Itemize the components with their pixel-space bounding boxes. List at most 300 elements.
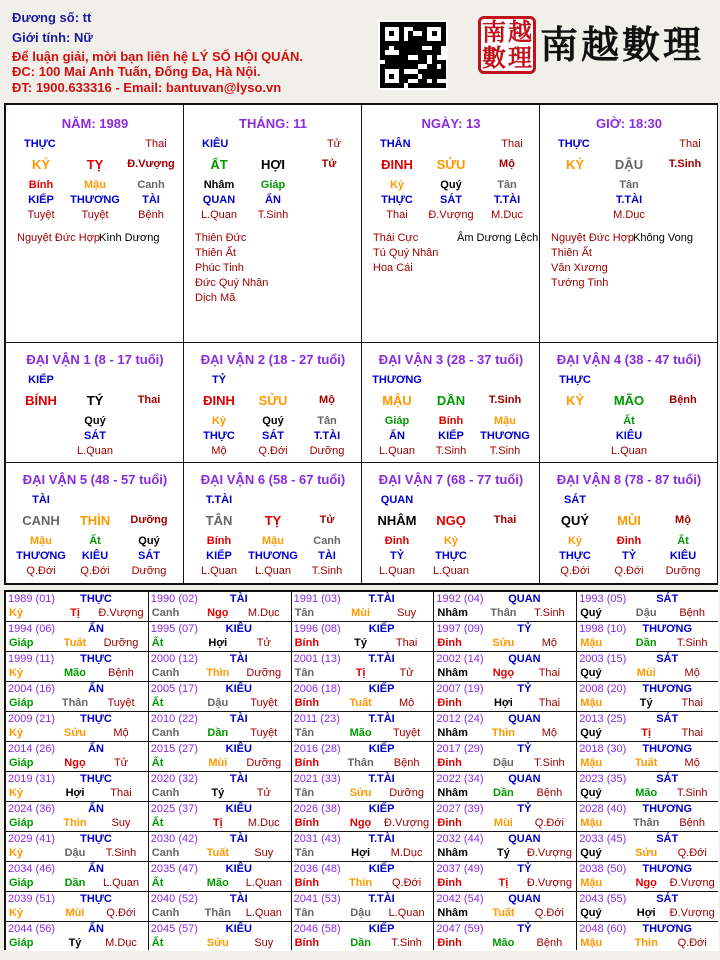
hidden-stem: Bính — [28, 179, 54, 191]
year-branch: Tuất — [349, 697, 372, 709]
hidden-stem-phase: L.Quan — [378, 565, 416, 577]
year-stem: Ất — [151, 877, 164, 889]
year-branch: Hợi — [65, 787, 85, 799]
luck-stem-phase: Dưỡng — [130, 514, 168, 526]
hidden-stem-god: KIÊU — [615, 430, 643, 442]
year-god: THỰC — [80, 653, 112, 665]
year-branch: Tuất — [634, 757, 658, 769]
hidden-stem: Ất — [677, 535, 689, 547]
year-god: TÀI — [229, 713, 248, 725]
hidden-stem: Quý — [84, 415, 106, 427]
year-stem: Quý — [580, 907, 602, 919]
hidden-stem: Bính — [206, 535, 232, 547]
year-cell[interactable] — [577, 892, 719, 921]
year-god: SÁT — [656, 773, 679, 785]
year-branch: Tý — [211, 787, 225, 799]
year-stem: Kỷ — [9, 607, 24, 619]
year-label: 2023 (35) — [579, 773, 627, 785]
hidden-stem-god: T.TÀI — [313, 430, 341, 442]
hidden-stem-god: TỶ — [621, 550, 637, 562]
year-label: 2044 (56) — [8, 923, 56, 935]
hidden-stem-phase: Q.Đới — [258, 445, 288, 457]
year-phase: Suy — [397, 607, 417, 619]
year-label: 2030 (42) — [150, 833, 198, 845]
year-branch: Ngọ — [207, 607, 229, 619]
year-phase: T.Sinh — [676, 787, 708, 799]
year-cell[interactable] — [434, 802, 576, 831]
pillar-branch: TỴ — [86, 157, 104, 172]
hidden-stem: Ất — [623, 415, 635, 427]
year-stem: Quý — [580, 727, 602, 739]
luck-stem-god: TÀI — [32, 494, 50, 506]
hidden-stem-phase: Tuyệt — [81, 209, 109, 221]
year-cell[interactable] — [149, 682, 291, 711]
year-branch: Ngọ — [64, 757, 86, 769]
year-phase: L.Quan — [102, 877, 140, 889]
luck-pillar-title: ĐẠI VẬN 4 (38 - 47 tuổi) — [556, 352, 702, 367]
year-god: KIẾP — [368, 743, 395, 755]
year-label: 1998 (10) — [579, 623, 627, 635]
year-cell[interactable] — [292, 682, 434, 711]
luck-pillar-title: ĐẠI VẬN 6 (58 - 67 tuổi) — [200, 472, 346, 487]
luck-stem-god: T.TÀI — [205, 494, 233, 506]
year-god: ẤN — [88, 683, 104, 695]
year-god: THỰC — [80, 893, 112, 905]
hidden-stem-god: KIẾP — [206, 550, 232, 562]
year-god: T.TÀI — [368, 833, 395, 845]
year-label: 2029 (41) — [8, 833, 56, 845]
year-stem: Đinh — [437, 637, 462, 649]
year-cell[interactable] — [577, 922, 719, 951]
year-stem: Bính — [294, 877, 320, 889]
year-cell[interactable] — [577, 862, 719, 891]
year-cell[interactable] — [434, 652, 576, 681]
year-cell[interactable] — [149, 892, 291, 921]
year-stem: Bính — [294, 637, 320, 649]
year-god: TỶ — [517, 623, 532, 635]
hidden-stem: Kỷ — [443, 535, 459, 547]
year-god: KIÊU — [225, 683, 252, 695]
year-branch: Sửu — [349, 787, 372, 799]
auspicious-star: Thiên Ất — [195, 247, 236, 259]
year-stem: Kỷ — [9, 667, 24, 679]
year-cell[interactable] — [149, 622, 291, 651]
hidden-stem-god: THỰC — [203, 430, 235, 442]
year-god: SÁT — [656, 593, 679, 605]
chart-table — [4, 103, 718, 585]
year-god: THƯƠNG — [642, 803, 693, 815]
year-cell[interactable] — [6, 802, 148, 831]
year-label: 2038 (50) — [579, 863, 627, 875]
year-cell[interactable] — [292, 772, 434, 801]
year-god: SÁT — [656, 893, 679, 905]
year-stem: Kỷ — [9, 787, 24, 799]
year-cell[interactable] — [6, 832, 148, 861]
luck-pillar-cell — [183, 342, 362, 463]
year-label: 1993 (05) — [579, 593, 627, 605]
year-phase: Bệnh — [679, 607, 706, 619]
contact-line: Để luận giải, mời bạn liên hệ LÝ SỐ HỘI QUÁN. — [12, 49, 303, 64]
year-label: 2034 (46) — [8, 863, 56, 875]
year-phase: Q.Đới — [106, 907, 136, 919]
year-stem: Đinh — [437, 817, 462, 829]
hidden-stem: Quý — [440, 179, 462, 191]
hidden-stem-phase: M.Dục — [613, 209, 645, 221]
year-phase: L.Quan — [245, 907, 282, 919]
year-label: 2015 (27) — [150, 743, 198, 755]
year-label: 2017 (29) — [436, 743, 484, 755]
year-label: 2042 (54) — [436, 893, 484, 905]
year-cell[interactable] — [6, 892, 148, 921]
luck-branch: THÌN — [79, 513, 111, 528]
pillar-branch-phase: Thai — [679, 138, 701, 150]
year-phase: M.Dục — [390, 847, 423, 859]
year-phase: Suy — [111, 817, 131, 829]
year-label: 2031 (43) — [293, 833, 341, 845]
year-cell[interactable] — [149, 772, 291, 801]
header — [0, 0, 720, 104]
year-branch: Dần — [635, 637, 657, 649]
luck-pillar-cell — [361, 462, 540, 584]
year-label: 1999 (11) — [8, 653, 55, 665]
auspicious-star: Văn Xương — [551, 262, 608, 274]
year-god: ẤN — [88, 743, 104, 755]
year-label: 2021 (33) — [293, 773, 341, 785]
luck-branch: TỴ — [264, 513, 282, 528]
luck-stem-god: KIẾP — [28, 374, 54, 386]
year-cell[interactable] — [6, 652, 148, 681]
year-phase: Bệnh — [679, 817, 706, 829]
year-cell[interactable] — [149, 802, 291, 831]
hidden-stem-god: SÁT — [84, 430, 106, 442]
year-branch: Dần — [493, 787, 514, 799]
year-cell[interactable] — [292, 892, 434, 921]
year-stem: Giáp — [9, 637, 34, 649]
luck-branch: NGỌ — [436, 513, 466, 528]
year-cell[interactable] — [6, 772, 148, 801]
year-cell[interactable] — [434, 742, 576, 771]
year-branch: Hợi — [493, 697, 513, 709]
year-branch: Tị — [70, 607, 80, 619]
year-cell[interactable] — [577, 832, 719, 861]
year-label: 2004 (16) — [8, 683, 56, 695]
pillar-cell — [5, 104, 184, 343]
yearly-luck-grid — [4, 590, 718, 950]
year-branch: Ngọ — [492, 667, 515, 679]
year-branch: Ngọ — [349, 817, 372, 829]
year-phase: Đ.Vượng — [98, 607, 144, 619]
year-branch: Sửu — [206, 937, 229, 949]
hidden-stem-phase: T.Sinh — [311, 565, 343, 577]
year-cell[interactable] — [292, 922, 434, 951]
year-label: 1990 (02) — [150, 593, 198, 605]
hidden-stem: Đinh — [616, 535, 642, 547]
year-label: 2020 (32) — [150, 773, 198, 785]
year-god: THỰC — [80, 773, 112, 785]
year-phase: Thai — [395, 637, 418, 649]
hidden-stem: Giáp — [384, 415, 410, 427]
year-god: THỰC — [80, 713, 112, 725]
year-branch: Tị — [498, 877, 509, 889]
hidden-stem-phase: T.Sinh — [489, 445, 521, 457]
year-cell[interactable] — [6, 922, 148, 951]
hidden-stem-phase: Dưỡng — [131, 565, 167, 577]
seal-stamp-icon — [478, 16, 536, 74]
hidden-stem: Mậu — [262, 535, 284, 547]
year-cell[interactable] — [434, 622, 576, 651]
year-cell[interactable] — [434, 862, 576, 891]
hidden-stem-phase: Tuyệt — [27, 209, 55, 221]
year-stem: Ất — [151, 637, 164, 649]
year-branch: Sửu — [492, 637, 515, 649]
hidden-stem-phase: Mộ — [211, 445, 227, 457]
year-cell[interactable] — [577, 592, 719, 621]
year-god: T.TÀI — [368, 713, 395, 725]
year-god: KIẾP — [368, 623, 395, 635]
pillar-cell — [183, 104, 362, 343]
year-cell[interactable] — [6, 862, 148, 891]
year-label: 2010 (22) — [150, 713, 198, 725]
hidden-stem: Canh — [137, 179, 165, 191]
luck-stem: MẬU — [382, 393, 412, 408]
year-cell[interactable] — [577, 622, 719, 651]
seal-char: 數 — [482, 43, 506, 72]
year-cell[interactable] — [577, 742, 719, 771]
year-label: 2036 (48) — [293, 863, 341, 875]
year-label: 2002 (14) — [436, 653, 484, 665]
year-god: TÀI — [229, 593, 248, 605]
year-phase: Đ.Vượng — [669, 907, 715, 919]
luck-branch: DẦN — [436, 393, 466, 408]
year-cell[interactable] — [6, 742, 148, 771]
pillar-cell — [539, 104, 718, 343]
year-label: 2003 (15) — [579, 653, 627, 665]
year-god: KIÊU — [225, 923, 252, 935]
luck-pillar-cell — [5, 342, 184, 463]
year-branch: Tuất — [206, 847, 229, 859]
year-phase: Đ.Vượng — [526, 847, 572, 859]
year-branch: Thân — [61, 697, 89, 709]
year-label: 2013 (25) — [579, 713, 627, 725]
hidden-stem-phase: Dưỡng — [665, 565, 701, 577]
year-cell[interactable] — [577, 652, 719, 681]
year-god: SÁT — [656, 833, 679, 845]
year-label: 2043 (55) — [579, 893, 627, 905]
auspicious-star: Đức Quý Nhân — [195, 277, 269, 289]
year-god: ẤN — [88, 923, 104, 935]
year-branch: Hợi — [208, 637, 228, 649]
year-cell[interactable] — [149, 922, 291, 951]
auspicious-star: Tướng Tinh — [551, 277, 609, 289]
hidden-stem-phase: L.Quan — [378, 445, 416, 457]
year-cell[interactable] — [149, 712, 291, 741]
gender: Giới tính: Nữ — [12, 30, 93, 45]
year-phase: Bệnh — [536, 937, 563, 949]
year-stem: Đinh — [437, 697, 462, 709]
year-god: THƯƠNG — [642, 863, 693, 875]
year-stem: Quý — [580, 787, 602, 799]
year-label: 2046 (58) — [293, 923, 341, 935]
year-label: 2012 (24) — [436, 713, 484, 725]
year-stem: Quý — [580, 607, 602, 619]
phone-email-line[interactable]: ĐT: 1900.633316 - Email: bantuvan@lyso.vn — [12, 80, 282, 95]
hidden-stem: Mậu — [30, 535, 52, 547]
year-branch: Dậu — [493, 757, 514, 769]
year-cell[interactable] — [6, 592, 148, 621]
year-cell[interactable] — [149, 592, 291, 621]
luck-branch: MÙI — [617, 513, 641, 528]
year-phase: Dưỡng — [389, 787, 424, 799]
year-label: 1996 (08) — [293, 623, 341, 635]
hidden-stem-phase: Q.Đới — [560, 565, 590, 577]
year-label: 2011 (23) — [293, 713, 340, 725]
year-cell[interactable] — [577, 802, 719, 831]
hidden-stem: Kỷ — [389, 179, 405, 191]
luck-stem-phase: Mộ — [675, 514, 691, 526]
year-stem: Canh — [151, 847, 180, 859]
year-cell[interactable] — [434, 922, 576, 951]
pillar-stem-god: THỰC — [24, 138, 56, 150]
hidden-stem-god: T.TÀI — [493, 194, 521, 206]
inauspicious-star: Không Vong — [633, 232, 693, 244]
year-label: 2037 (49) — [436, 863, 484, 875]
year-cell[interactable] — [292, 592, 434, 621]
year-phase: L.Quan — [388, 907, 425, 919]
year-god: SÁT — [656, 713, 679, 725]
hidden-stem-god: SÁT — [262, 430, 284, 442]
hidden-stem: Kỷ — [211, 415, 227, 427]
hidden-stem-phase: L.Quan — [254, 565, 292, 577]
year-cell[interactable] — [6, 622, 148, 651]
hidden-stem-god: SÁT — [440, 194, 462, 206]
hidden-stem-god: TÀI — [318, 550, 336, 562]
pillar-branch: HỢI — [260, 157, 286, 172]
year-phase: Bệnh — [536, 787, 563, 799]
year-phase: Tuyệt — [250, 727, 278, 739]
luck-stem-god: SÁT — [564, 494, 586, 506]
auspicious-star: Dịch Mã — [195, 292, 236, 304]
hidden-stem-phase: T.Sinh — [257, 209, 289, 221]
hidden-stem: Mậu — [84, 179, 106, 191]
year-cell[interactable] — [434, 832, 576, 861]
year-cell[interactable] — [577, 772, 719, 801]
year-god: THƯƠNG — [642, 923, 693, 935]
year-cell[interactable] — [577, 712, 719, 741]
year-label: 2041 (53) — [293, 893, 341, 905]
year-branch: Thìn — [348, 877, 373, 889]
year-branch: Dần — [207, 727, 229, 739]
year-god: T.TÀI — [368, 653, 395, 665]
year-label: 2035 (47) — [150, 863, 198, 875]
luck-stem-phase: Tử — [319, 514, 335, 526]
year-branch: Hợi — [636, 907, 656, 919]
seal-char: 越 — [508, 17, 532, 46]
year-stem: Bính — [294, 697, 320, 709]
luck-stem-phase: Thai — [137, 394, 161, 406]
year-phase: Thai — [681, 727, 703, 739]
year-phase: Mộ — [541, 637, 558, 649]
qr-code-icon[interactable] — [378, 20, 448, 90]
year-label: 2025 (37) — [150, 803, 198, 815]
pillar-stem-god: THỰC — [558, 138, 590, 150]
year-cell[interactable] — [292, 862, 434, 891]
year-branch: Hợi — [351, 847, 371, 859]
year-stem: Nhâm — [437, 907, 468, 919]
year-cell[interactable] — [149, 742, 291, 771]
luck-stem-phase: Mộ — [319, 394, 335, 406]
hidden-stem-god: THỰC — [435, 550, 467, 562]
year-cell[interactable] — [434, 712, 576, 741]
year-stem: Ất — [151, 697, 164, 709]
year-cell[interactable] — [292, 622, 434, 651]
year-cell[interactable] — [292, 832, 434, 861]
year-cell[interactable] — [6, 712, 148, 741]
hidden-stem: Quý — [138, 535, 160, 547]
year-god: THƯƠNG — [642, 743, 693, 755]
year-branch: Thìn — [634, 937, 658, 949]
year-stem: Nhâm — [437, 667, 468, 679]
year-branch: Tị — [355, 667, 366, 679]
luck-stem-god: THỰC — [559, 374, 591, 386]
hidden-stem-god: THƯƠNG — [248, 550, 298, 562]
year-stem: Mậu — [580, 817, 603, 829]
year-cell[interactable] — [149, 862, 291, 891]
year-stem: Nhâm — [437, 727, 468, 739]
auspicious-star: Nguyệt Đức Hợp — [551, 232, 635, 244]
year-cell[interactable] — [6, 682, 148, 711]
hidden-stem-god: ẤN — [265, 194, 281, 206]
year-stem: Canh — [151, 787, 180, 799]
year-god: TÀI — [229, 833, 248, 845]
year-cell[interactable] — [292, 652, 434, 681]
year-god: QUAN — [508, 713, 541, 725]
year-cell[interactable] — [434, 892, 576, 921]
year-cell[interactable] — [149, 652, 291, 681]
hidden-stem-god: KIÊU — [81, 550, 109, 562]
hidden-stem-phase: L.Quan — [610, 445, 648, 457]
year-stem: Tân — [294, 787, 315, 799]
luck-pillar-title: ĐẠI VẬN 8 (78 - 87 tuổi) — [556, 472, 702, 487]
year-cell[interactable] — [434, 592, 576, 621]
year-cell[interactable] — [434, 682, 576, 711]
luck-stem-phase: Bệnh — [669, 394, 697, 406]
year-cell[interactable] — [149, 832, 291, 861]
year-phase: Mộ — [684, 757, 700, 769]
year-cell[interactable] — [292, 712, 434, 741]
year-stem: Tân — [294, 727, 315, 739]
pillar-branch-phase: Tử — [326, 138, 342, 150]
pillar-branch-phase: Thai — [501, 138, 523, 150]
auspicious-star: Phúc Tinh — [195, 262, 244, 274]
pillar-title: NĂM: 1989 — [61, 116, 129, 131]
year-god: QUAN — [508, 593, 541, 605]
year-god: THƯƠNG — [642, 683, 693, 695]
year-god: KIÊU — [225, 623, 252, 635]
year-cell[interactable] — [292, 742, 434, 771]
year-god: KIẾP — [368, 803, 395, 815]
year-phase: Tử — [399, 667, 414, 679]
year-cell[interactable] — [434, 772, 576, 801]
year-branch: Tý — [639, 697, 653, 709]
year-god: TỶ — [517, 683, 532, 695]
year-phase: Tuyệt — [393, 727, 421, 739]
year-phase: Bệnh — [108, 667, 134, 679]
year-branch: Mùi — [208, 757, 228, 769]
year-cell[interactable] — [292, 802, 434, 831]
year-cell[interactable] — [577, 682, 719, 711]
year-god: QUAN — [508, 833, 541, 845]
pillar-title: NGÀY: 13 — [421, 116, 481, 131]
